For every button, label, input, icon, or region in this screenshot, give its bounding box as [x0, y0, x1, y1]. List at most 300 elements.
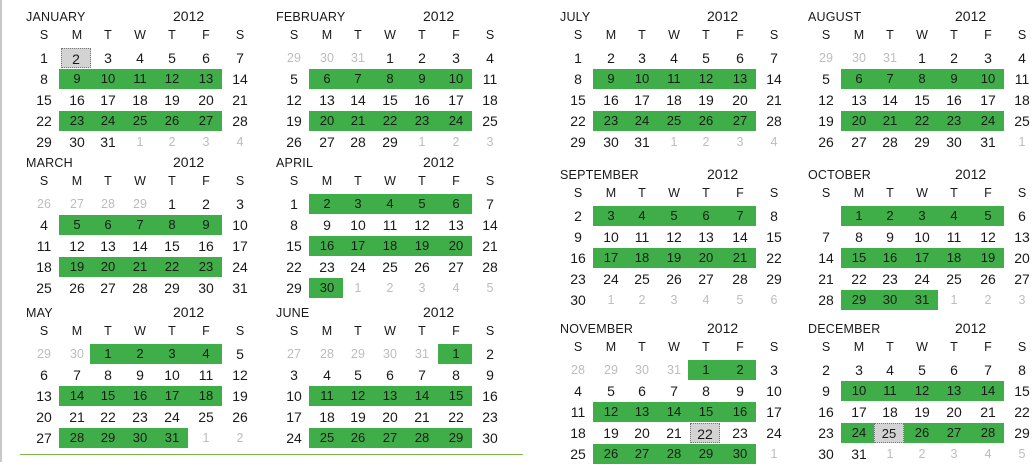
day-cell[interactable]: 23: [198, 259, 214, 274]
day-cell[interactable]: 17: [100, 92, 116, 108]
day-cell[interactable]: 8: [40, 71, 48, 87]
day-cell[interactable]: 14: [666, 404, 682, 419]
day-cell[interactable]: 27: [851, 134, 867, 150]
day-cell[interactable]: 26: [818, 134, 834, 150]
day-cell[interactable]: 18: [666, 92, 682, 108]
day-cell[interactable]: 31: [914, 292, 930, 307]
day-cell[interactable]: 2: [168, 135, 176, 149]
day-cell[interactable]: 10: [286, 388, 302, 404]
day-cell[interactable]: 21: [350, 113, 366, 128]
day-cell[interactable]: 5: [607, 383, 615, 399]
day-cell[interactable]: 24: [603, 271, 619, 287]
day-cell[interactable]: 12: [698, 71, 714, 86]
day-cell[interactable]: 13: [946, 383, 962, 398]
day-cell[interactable]: 8: [702, 383, 710, 399]
day-cell[interactable]: 4: [40, 217, 48, 233]
day-cell[interactable]: 3: [290, 367, 298, 383]
day-cell[interactable]: 30: [852, 51, 866, 65]
day-cell[interactable]: 18: [382, 238, 398, 253]
day-cell[interactable]: 30: [132, 430, 148, 445]
day-cell[interactable]: 20: [1014, 250, 1030, 266]
day-cell[interactable]: 31: [415, 347, 429, 361]
day-cell[interactable]: 4: [638, 208, 646, 223]
day-cell[interactable]: 1: [386, 50, 394, 66]
day-cell[interactable]: 6: [702, 208, 710, 223]
day-cell[interactable]: 19: [818, 113, 834, 129]
day-cell[interactable]: 23: [414, 113, 430, 128]
day-cell[interactable]: 7: [770, 50, 778, 66]
day-cell[interactable]: 11: [634, 229, 650, 245]
day-cell[interactable]: 5: [984, 208, 992, 223]
day-cell[interactable]: 30: [882, 292, 898, 307]
day-cell[interactable]: 29: [37, 347, 51, 361]
day-cell[interactable]: 13: [732, 71, 748, 86]
day-cell[interactable]: 14: [980, 383, 996, 398]
day-cell[interactable]: 22: [1014, 404, 1030, 420]
day-cell[interactable]: 23: [603, 113, 619, 128]
day-cell[interactable]: 24: [914, 271, 930, 287]
day-cell[interactable]: 14: [232, 71, 248, 87]
day-cell[interactable]: 8: [918, 71, 926, 86]
day-cell[interactable]: 22: [914, 113, 930, 128]
day-cell[interactable]: 14: [818, 250, 834, 266]
day-cell[interactable]: 4: [136, 50, 144, 66]
day-cell[interactable]: 7: [354, 71, 362, 86]
day-cell[interactable]: 27: [946, 425, 962, 440]
day-cell[interactable]: 11: [570, 404, 586, 420]
day-cell[interactable]: 13: [198, 71, 214, 86]
day-cell[interactable]: 19: [69, 259, 85, 274]
day-cell[interactable]: 13: [851, 92, 867, 108]
day-cell[interactable]: 6: [40, 367, 48, 383]
day-cell[interactable]: 20: [100, 259, 116, 274]
day-cell[interactable]: 9: [486, 367, 494, 383]
day-cell[interactable]: 9: [607, 71, 615, 86]
day-cell[interactable]: 1: [670, 135, 678, 149]
day-cell[interactable]: 1: [1018, 135, 1026, 149]
day-cell[interactable]: 12: [603, 404, 619, 419]
day-cell[interactable]: 27: [287, 347, 301, 361]
day-cell[interactable]: 24: [164, 409, 180, 425]
day-cell[interactable]: 28: [101, 197, 115, 211]
day-cell[interactable]: 4: [886, 362, 894, 378]
day-cell[interactable]: 5: [702, 50, 710, 66]
day-cell[interactable]: 19: [698, 92, 714, 108]
day-cell[interactable]: 25: [319, 430, 335, 445]
day-cell[interactable]: 31: [980, 134, 996, 150]
day-cell[interactable]: 1: [770, 447, 778, 461]
day-cell[interactable]: 16: [570, 250, 586, 266]
day-cell[interactable]: 29: [133, 197, 147, 211]
day-cell[interactable]: 3: [354, 196, 362, 211]
day-cell[interactable]: 9: [822, 383, 830, 399]
day-cell[interactable]: 13: [698, 229, 714, 245]
day-cell[interactable]: 13: [382, 388, 398, 403]
day-cell[interactable]: 9: [323, 217, 331, 233]
day-cell[interactable]: 8: [452, 367, 460, 383]
day-cell[interactable]: 29: [286, 280, 302, 296]
day-cell[interactable]: 4: [486, 50, 494, 66]
selected-day-cell[interactable]: 22: [690, 423, 720, 443]
day-cell[interactable]: 22: [851, 271, 867, 287]
day-cell[interactable]: 25: [570, 446, 586, 462]
day-cell[interactable]: 19: [980, 250, 996, 265]
day-cell[interactable]: 3: [452, 50, 460, 66]
day-cell[interactable]: 4: [984, 447, 992, 461]
day-cell[interactable]: 14: [482, 217, 498, 233]
day-cell[interactable]: 6: [202, 50, 210, 66]
day-cell[interactable]: 28: [132, 280, 148, 296]
day-cell[interactable]: 5: [290, 71, 298, 87]
day-cell[interactable]: 26: [350, 430, 366, 445]
day-cell[interactable]: 1: [418, 135, 426, 149]
day-cell[interactable]: 3: [1018, 293, 1026, 307]
day-cell[interactable]: 24: [980, 113, 996, 128]
day-cell[interactable]: 24: [448, 113, 464, 128]
day-cell[interactable]: 4: [1018, 50, 1026, 66]
day-cell[interactable]: 6: [104, 217, 112, 232]
day-cell[interactable]: 11: [667, 71, 681, 86]
day-cell[interactable]: 26: [286, 134, 302, 150]
day-cell[interactable]: 2: [323, 196, 331, 211]
day-cell[interactable]: 10: [350, 217, 366, 233]
day-cell[interactable]: 25: [132, 113, 148, 128]
day-cell[interactable]: 21: [666, 425, 682, 441]
day-cell[interactable]: 28: [882, 134, 898, 150]
day-cell[interactable]: 7: [984, 362, 992, 378]
day-cell[interactable]: 20: [382, 409, 398, 425]
day-cell[interactable]: 8: [290, 217, 298, 233]
day-cell[interactable]: 1: [354, 281, 362, 295]
day-cell[interactable]: 28: [732, 271, 748, 287]
day-cell[interactable]: 22: [448, 409, 464, 425]
day-cell[interactable]: 11: [320, 388, 334, 403]
day-cell[interactable]: 20: [36, 409, 52, 425]
day-cell[interactable]: 11: [883, 383, 897, 398]
day-cell[interactable]: 3: [638, 50, 646, 66]
day-cell[interactable]: 16: [414, 92, 430, 108]
day-cell[interactable]: 18: [1014, 92, 1030, 108]
day-cell[interactable]: 1: [136, 135, 144, 149]
day-cell[interactable]: 27: [198, 113, 214, 128]
day-cell[interactable]: 3: [950, 447, 958, 461]
day-cell[interactable]: 6: [386, 367, 394, 383]
day-cell[interactable]: 16: [603, 92, 619, 108]
day-cell[interactable]: 10: [914, 229, 930, 245]
day-cell[interactable]: 20: [946, 404, 962, 420]
day-cell[interactable]: 19: [603, 425, 619, 441]
day-cell[interactable]: 28: [350, 134, 366, 150]
day-cell[interactable]: 15: [286, 238, 302, 254]
day-cell[interactable]: 8: [1018, 362, 1026, 378]
day-cell[interactable]: 21: [766, 92, 782, 108]
day-cell[interactable]: 29: [570, 134, 586, 150]
day-cell[interactable]: 1: [950, 293, 958, 307]
day-cell[interactable]: 13: [634, 404, 650, 419]
day-cell[interactable]: 26: [232, 409, 248, 425]
day-cell[interactable]: 15: [766, 229, 782, 245]
day-cell[interactable]: 17: [914, 250, 930, 265]
day-cell[interactable]: 1: [607, 293, 615, 307]
day-cell[interactable]: 26: [37, 197, 51, 211]
day-cell[interactable]: 18: [132, 92, 148, 108]
day-cell[interactable]: 10: [634, 71, 650, 86]
day-cell[interactable]: 20: [448, 238, 464, 253]
day-cell[interactable]: 17: [603, 250, 619, 265]
selected-day-cell[interactable]: 25: [874, 423, 904, 443]
day-cell[interactable]: 18: [570, 425, 586, 441]
day-cell[interactable]: 1: [40, 50, 48, 66]
day-cell[interactable]: 14: [414, 388, 430, 403]
day-cell[interactable]: 29: [448, 430, 464, 445]
day-cell[interactable]: 31: [851, 446, 867, 462]
day-cell[interactable]: 3: [486, 135, 494, 149]
day-cell[interactable]: 14: [766, 71, 782, 87]
day-cell[interactable]: 4: [236, 135, 244, 149]
day-cell[interactable]: 17: [851, 404, 867, 420]
day-cell[interactable]: 4: [670, 50, 678, 66]
day-cell[interactable]: 29: [351, 347, 365, 361]
day-cell[interactable]: 8: [855, 229, 863, 245]
day-cell[interactable]: 25: [666, 113, 682, 128]
day-cell[interactable]: 21: [882, 113, 898, 128]
day-cell[interactable]: 3: [984, 50, 992, 66]
day-cell[interactable]: 3: [770, 362, 778, 378]
day-cell[interactable]: 5: [918, 362, 926, 378]
day-cell[interactable]: 16: [946, 92, 962, 108]
day-cell[interactable]: 29: [851, 292, 867, 307]
day-cell[interactable]: 10: [448, 71, 464, 86]
day-cell[interactable]: 26: [69, 280, 85, 296]
day-cell[interactable]: 29: [914, 134, 930, 150]
day-cell[interactable]: 22: [382, 113, 398, 128]
day-cell[interactable]: 27: [36, 430, 52, 446]
day-cell[interactable]: 28: [980, 425, 996, 440]
day-cell[interactable]: 5: [236, 346, 244, 362]
day-cell[interactable]: 29: [1014, 425, 1030, 441]
day-cell[interactable]: 15: [448, 388, 464, 403]
day-cell[interactable]: 2: [950, 50, 958, 66]
day-cell[interactable]: 1: [104, 346, 112, 361]
day-cell[interactable]: 28: [571, 363, 585, 377]
day-cell[interactable]: 9: [950, 71, 958, 86]
day-cell[interactable]: 23: [482, 409, 498, 425]
day-cell[interactable]: 10: [766, 383, 782, 399]
day-cell[interactable]: 25: [36, 280, 52, 296]
day-cell[interactable]: 26: [414, 259, 430, 275]
day-cell[interactable]: 2: [702, 135, 710, 149]
day-cell[interactable]: 2: [136, 346, 144, 361]
day-cell[interactable]: 1: [855, 208, 863, 223]
day-cell[interactable]: 5: [1018, 447, 1026, 461]
day-cell[interactable]: 23: [69, 113, 85, 128]
day-cell[interactable]: 18: [482, 92, 498, 108]
day-cell[interactable]: 30: [383, 347, 397, 361]
day-cell[interactable]: 15: [698, 404, 714, 419]
day-cell[interactable]: 30: [198, 280, 214, 296]
day-cell[interactable]: 18: [319, 409, 335, 425]
day-cell[interactable]: 21: [482, 238, 498, 254]
day-cell[interactable]: 7: [486, 196, 494, 212]
day-cell[interactable]: 28: [320, 347, 334, 361]
day-cell[interactable]: 4: [574, 383, 582, 399]
day-cell[interactable]: 3: [736, 135, 744, 149]
day-cell[interactable]: 12: [818, 92, 834, 108]
day-cell[interactable]: 19: [350, 409, 366, 425]
day-cell[interactable]: 31: [634, 134, 650, 150]
day-cell[interactable]: 7: [136, 217, 144, 232]
day-cell[interactable]: 18: [198, 388, 214, 403]
day-cell[interactable]: 26: [914, 425, 930, 440]
day-cell[interactable]: 31: [232, 280, 248, 296]
day-cell[interactable]: 3: [418, 281, 426, 295]
day-cell[interactable]: 7: [418, 367, 426, 383]
day-cell[interactable]: 12: [980, 229, 996, 245]
day-cell[interactable]: 21: [232, 92, 248, 108]
day-cell[interactable]: 3: [607, 208, 615, 223]
day-cell[interactable]: 7: [886, 71, 894, 86]
day-cell[interactable]: 10: [980, 71, 996, 86]
day-cell[interactable]: 26: [698, 113, 714, 128]
day-cell[interactable]: 28: [818, 292, 834, 308]
day-cell[interactable]: 25: [382, 259, 398, 275]
day-cell[interactable]: 24: [851, 425, 867, 440]
day-cell[interactable]: 23: [882, 271, 898, 287]
day-cell[interactable]: 2: [418, 50, 426, 66]
day-cell[interactable]: 16: [198, 238, 214, 254]
day-cell[interactable]: 29: [819, 51, 833, 65]
day-cell[interactable]: 17: [232, 238, 248, 254]
day-cell[interactable]: 17: [350, 238, 366, 253]
day-cell[interactable]: 22: [100, 409, 116, 425]
day-cell[interactable]: 21: [132, 259, 148, 274]
day-cell[interactable]: 18: [36, 259, 52, 275]
day-cell[interactable]: 17: [164, 388, 180, 403]
day-cell[interactable]: 5: [73, 217, 81, 232]
day-cell[interactable]: 5: [736, 293, 744, 307]
day-cell[interactable]: 12: [164, 71, 180, 86]
day-cell[interactable]: 7: [822, 229, 830, 245]
day-cell[interactable]: 1: [168, 196, 176, 212]
day-cell[interactable]: 26: [603, 446, 619, 461]
day-cell[interactable]: 25: [482, 113, 498, 129]
selected-day-cell[interactable]: 2: [61, 48, 91, 68]
day-cell[interactable]: 16: [882, 250, 898, 265]
day-cell[interactable]: 19: [164, 92, 180, 108]
day-cell[interactable]: 30: [732, 446, 748, 461]
day-cell[interactable]: 27: [1014, 271, 1030, 287]
day-cell[interactable]: 20: [198, 92, 214, 108]
day-cell[interactable]: 8: [574, 71, 582, 87]
day-cell[interactable]: 6: [770, 293, 778, 307]
day-cell[interactable]: 22: [766, 250, 782, 266]
day-cell[interactable]: 2: [452, 135, 460, 149]
day-cell[interactable]: 19: [666, 250, 682, 265]
day-cell[interactable]: 22: [164, 259, 180, 274]
day-cell[interactable]: 20: [698, 250, 714, 265]
day-cell[interactable]: 15: [851, 250, 867, 265]
day-cell[interactable]: 27: [319, 134, 335, 150]
day-cell[interactable]: 19: [914, 404, 930, 420]
day-cell[interactable]: 25: [634, 271, 650, 287]
day-cell[interactable]: 2: [574, 208, 582, 224]
day-cell[interactable]: 12: [350, 388, 366, 403]
day-cell[interactable]: 16: [818, 404, 834, 420]
day-cell[interactable]: 9: [886, 229, 894, 245]
day-cell[interactable]: 30: [69, 134, 85, 150]
day-cell[interactable]: 26: [980, 271, 996, 287]
day-cell[interactable]: 27: [448, 259, 464, 275]
day-cell[interactable]: 3: [236, 196, 244, 212]
day-cell[interactable]: 3: [670, 293, 678, 307]
day-cell[interactable]: 15: [1014, 383, 1030, 399]
day-cell[interactable]: 7: [736, 208, 744, 223]
day-cell[interactable]: 28: [232, 113, 248, 129]
day-cell[interactable]: 24: [286, 430, 302, 446]
day-cell[interactable]: 24: [350, 259, 366, 275]
day-cell[interactable]: 5: [168, 50, 176, 66]
day-cell[interactable]: 3: [202, 135, 210, 149]
day-cell[interactable]: 1: [886, 447, 894, 461]
day-cell[interactable]: 31: [883, 51, 897, 65]
day-cell[interactable]: 29: [766, 271, 782, 287]
day-cell[interactable]: 2: [486, 346, 494, 362]
day-cell[interactable]: 2: [202, 196, 210, 212]
day-cell[interactable]: 3: [104, 50, 112, 66]
day-cell[interactable]: 27: [382, 430, 398, 445]
day-cell[interactable]: 28: [666, 446, 682, 461]
day-cell[interactable]: 8: [104, 367, 112, 383]
day-cell[interactable]: 14: [132, 238, 148, 254]
day-cell[interactable]: 16: [482, 388, 498, 404]
day-cell[interactable]: 29: [287, 51, 301, 65]
day-cell[interactable]: 2: [984, 293, 992, 307]
day-cell[interactable]: 15: [36, 92, 52, 108]
day-cell[interactable]: 17: [980, 92, 996, 108]
day-cell[interactable]: 5: [670, 208, 678, 223]
day-cell[interactable]: 14: [69, 388, 85, 403]
day-cell[interactable]: 10: [100, 71, 116, 86]
day-cell[interactable]: 22: [286, 259, 302, 275]
day-cell[interactable]: 2: [886, 208, 894, 223]
day-cell[interactable]: 1: [918, 50, 926, 66]
day-cell[interactable]: 9: [73, 71, 81, 86]
day-cell[interactable]: 15: [914, 92, 930, 108]
day-cell[interactable]: 12: [914, 383, 930, 398]
day-cell[interactable]: 25: [946, 271, 962, 287]
day-cell[interactable]: 27: [732, 113, 748, 128]
day-cell[interactable]: 29: [36, 134, 52, 150]
day-cell[interactable]: 2: [638, 293, 646, 307]
day-cell[interactable]: 7: [73, 367, 81, 383]
day-cell[interactable]: 16: [132, 388, 148, 403]
day-cell[interactable]: 21: [980, 404, 996, 420]
day-cell[interactable]: 2: [822, 362, 830, 378]
day-cell[interactable]: 21: [414, 409, 430, 425]
day-cell[interactable]: 10: [164, 367, 180, 383]
day-cell[interactable]: 30: [570, 292, 586, 308]
day-cell[interactable]: 5: [486, 281, 494, 295]
day-cell[interactable]: 19: [286, 113, 302, 129]
day-cell[interactable]: 20: [634, 425, 650, 441]
day-cell[interactable]: 1: [574, 50, 582, 66]
day-cell[interactable]: 11: [1014, 71, 1030, 87]
day-cell[interactable]: 8: [770, 208, 778, 224]
day-cell[interactable]: 23: [570, 271, 586, 287]
day-cell[interactable]: 12: [69, 238, 85, 254]
day-cell[interactable]: 12: [286, 92, 302, 108]
day-cell[interactable]: 28: [482, 259, 498, 275]
